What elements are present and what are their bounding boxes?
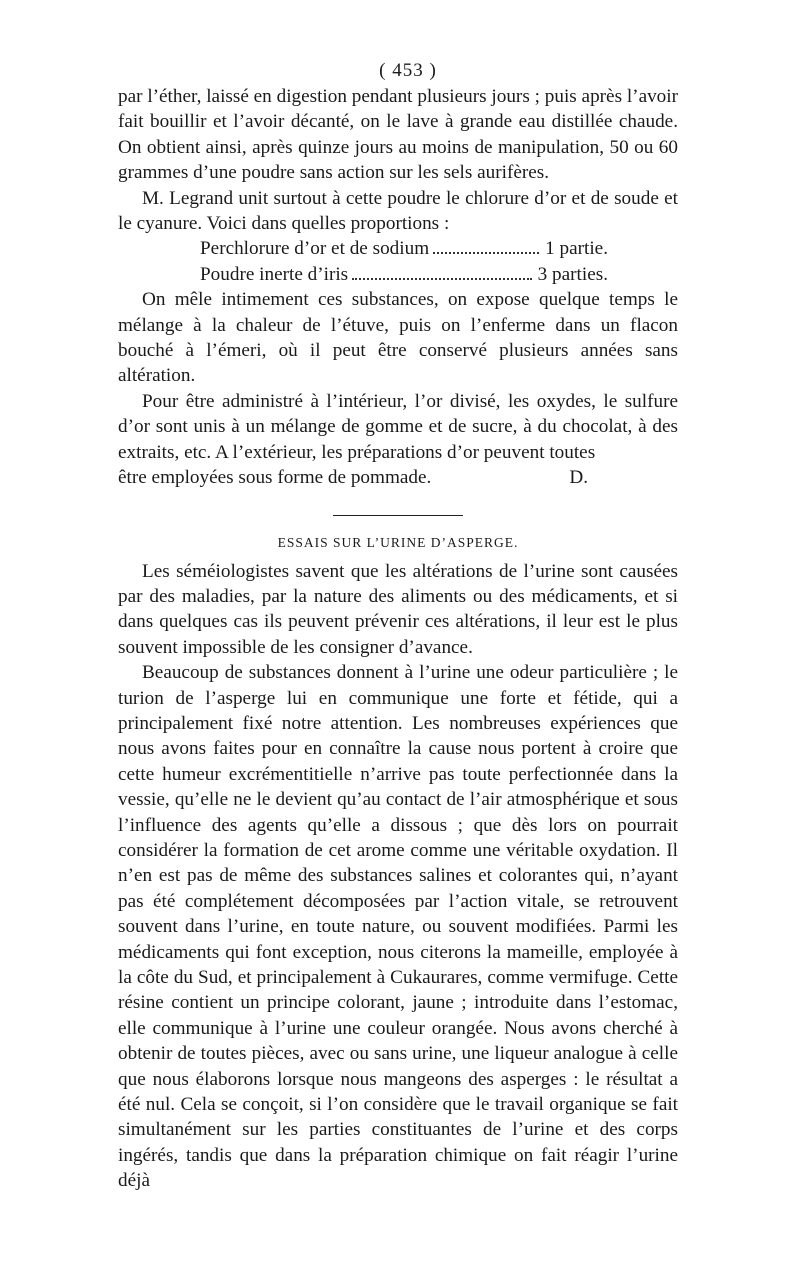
- body-text-top: [118, 84, 678, 236]
- document-page: [118, 58, 678, 1194]
- paragraph-melange: On mêle intimement ces substances, on expose quelque temps le mélange à la chaleur de l’étuve, puis on l’enferme dans un flacon bouché à l’émeri, où il peut être conservé plusieurs années sans altération.: [118, 289, 678, 387]
- recipe-row: [118, 262, 678, 287]
- page-number: ( 453 ): [379, 60, 437, 81]
- recipe-quantity: 1 partie.: [545, 238, 608, 260]
- section-divider: [333, 515, 463, 516]
- paragraph-semeiologistes: Les séméiologistes savent que les altérations de l’urine sont causées par des maladies, par la nature des aliments ou des médicaments, et si dans quelques cas ils peuvent prévenir ces altérations, il leur est le plus souvent impossible de les consigner d’avance.: [118, 560, 678, 658]
- paragraph-administration: Pour être administré à l’intérieur, l’or divisé, les oxydes, le sulfure d’or sont unis à un mélange de gomme et de sucre, à du chocolat, à des extraits, etc. A l’extérieur, les préparations d’or peuvent toutes: [118, 390, 678, 463]
- section-heading: ESSAIS SUR L’URINE D’ASPERGE.: [277, 534, 519, 550]
- author-signature: D.: [569, 467, 588, 489]
- body-text-bottom: [118, 559, 678, 1194]
- closing-line: [118, 465, 678, 490]
- body-text-middle: [118, 287, 678, 490]
- paragraph-ether: par l’éther, laissé en digestion pendant plusieurs jours ; puis après l’avoir fait bouillir et l’avoir décanté, on le lave à grande eau distillée chaude. On obtient ainsi, après quinze jours au moins de manipulation, 50 ou 60 grammes d’une poudre sans action sur les sels aurifères.: [118, 86, 678, 184]
- paragraph-asperge: Beaucoup de substances donnent à l’urine une odeur particulière ; le turion de l’asperge lui en communique une forte et fétide, qui a principalement fixé notre attention. Les nombreuses expériences que nous avons faites pour en connaître la cause nous portent à croire que cette humeur excrémentitielle n’arrive pas toute perfectionnée dans la vessie, qu’elle ne le devient qu’au contact de l’air atmosphérique et sous l’influence des agents qu’elle a dissous ; que dès lors on pourrait considérer la formation de cet arome comme une véritable oxydation. Il n’en est pas de même des substances salines et colorantes qui, n’ayant pas été complétement décomposées par l’action vitale, se retrouvent souvent dans l’urine, en toute nature, ou souvent modifiées. Parmi les médicaments qui font exception, nous citerons la mameille, employée à la côte du Sud, et principalement à Cukaurares, comme vermifuge. Cette résine contient un principe colorant, jaune ; introduite dans l’estomac, elle communique à l’urine une couleur orangée. Nous avons cherché à obtenir de toutes pièces, avec ou sans urine, une liqueur analogue à celle que nous élaborons lorsque nous mangeons des asperges : le résultat a été nul. Cela se conçoit, si l’on considère que le travail organique se fait simultanément sur les parties constituantes de l’urine et des corps ingérés, tandis que dans la préparation chimique on fait réagir l’urine déjà: [118, 662, 678, 1192]
- recipe-row: [118, 236, 678, 261]
- leader-dots: [433, 252, 539, 254]
- leader-dots: [352, 278, 532, 280]
- paragraph-legrand: M. Legrand unit surtout à cette poudre le chlorure d’or et de soude et le cyanure. Voici dans quelles proportions :: [118, 187, 678, 235]
- recipe-list: [118, 236, 678, 287]
- recipe-quantity: 3 parties.: [537, 263, 608, 285]
- recipe-ingredient: Perchlorure d’or et de sodium: [200, 238, 430, 260]
- paragraph-administration-end: être employées sous forme de pommade.: [118, 467, 432, 489]
- recipe-ingredient: Poudre inerte d’iris: [200, 263, 349, 285]
